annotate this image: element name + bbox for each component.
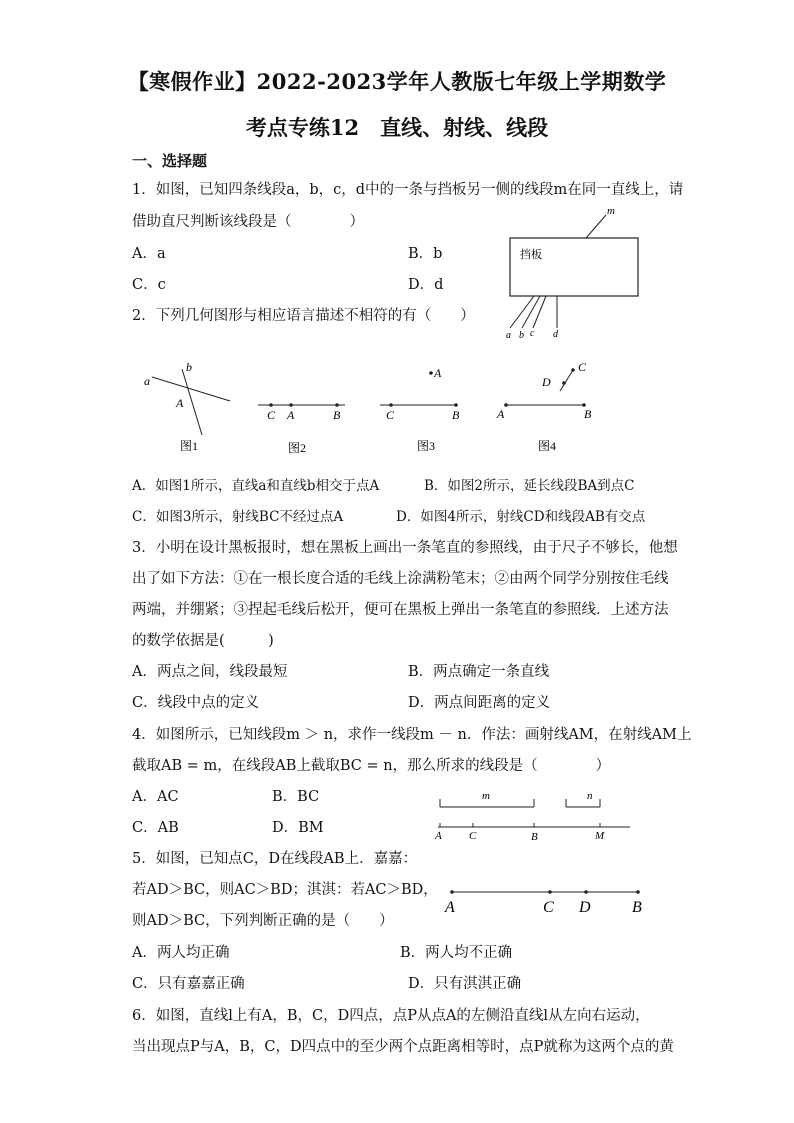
q2-figures <box>140 355 660 460</box>
q3-line2: 出了如下方法：①在一根长度合适的毛线上涂满粉笔末；②由两个同学分别按住毛线 <box>132 571 669 587</box>
label-m: m <box>607 205 615 217</box>
q1-figure-board <box>500 200 660 345</box>
label-n: n <box>587 790 593 802</box>
fig3-point-A <box>429 371 433 375</box>
fig2-label-A: A <box>287 408 295 422</box>
q4-option-b: B．BC <box>272 789 320 805</box>
q1-option-a: A．a <box>132 246 166 262</box>
q3-option-a: A．两点之间，线段最短 <box>132 664 288 680</box>
section-heading: 一、选择题 <box>132 152 208 170</box>
q4-line2: 截取AB = m，在线段AB上截取BC = n，那么所求的线段是（ ） <box>132 758 611 774</box>
label-B: B <box>632 899 642 916</box>
q1-option-d: D．d <box>408 277 444 293</box>
q5-option-a: A．两人均正确 <box>132 945 230 961</box>
q5-option-c: C．只有嘉嘉正确 <box>132 976 245 992</box>
segment-a <box>510 296 534 328</box>
fig4-point-D <box>562 381 566 385</box>
fig3-point-C <box>389 403 393 407</box>
label-c: c <box>530 328 535 339</box>
q1-stem-line1: 1．如图，已知四条线段a，b，c，d中的一条与挡板另一侧的线段m在同一直线上，请 <box>132 182 684 198</box>
label-a: a <box>506 330 511 341</box>
fig3-point-B <box>454 403 458 407</box>
q2-option-d: D．如图4所示，射线CD和线段AB有交点 <box>396 509 646 525</box>
q4-option-a: A．AC <box>132 789 179 805</box>
fig4-point-A <box>504 403 508 407</box>
q4-figure <box>430 785 640 845</box>
fig3-label-A: A <box>434 366 442 380</box>
fig4-label-A: A <box>497 407 505 421</box>
fig2-label-C: C <box>267 408 276 422</box>
board-rect <box>510 238 638 296</box>
q2-option-c: C．如图3所示，射线BC不经过点A <box>132 509 344 525</box>
point-B <box>636 890 640 894</box>
label-C: C <box>543 899 554 916</box>
q2-stem: 2．下列几何图形与相应语言描述不相符的有（ ） <box>132 308 475 324</box>
q2-option-b: B．如图2所示，延长线段BA到点C <box>424 478 635 494</box>
label-A: A <box>445 899 455 916</box>
fig4-label-B: B <box>584 407 592 421</box>
q4-option-c: C．AB <box>132 820 179 836</box>
label-D: D <box>579 899 591 916</box>
q3-option-d: D．两点间距离的定义 <box>408 695 551 711</box>
fig4-ray-CD <box>560 370 573 391</box>
q3-line1: 3．小明在设计黑板报时，想在黑板上画出一条笔直的参照线，由于尺子不够长，他想 <box>132 540 678 556</box>
board-label: 挡板 <box>520 248 542 261</box>
label-M: M <box>595 830 605 842</box>
fig3-caption: 图3 <box>417 439 436 453</box>
q5-line3: 则AD＞BC，下列判断正确的是（ ） <box>132 913 394 929</box>
fig1-label-a: a <box>144 374 150 388</box>
segment-m <box>586 215 606 238</box>
q1-option-c: C．c <box>132 277 166 293</box>
document-title: 【寒假作业】2022-2023学年人教版七年级上学期数学 <box>127 69 667 94</box>
q3-line3: 两端，并绷紧；③捏起毛线后松开，便可在黑板上弹出一条笔直的参照线．上述方法 <box>132 602 669 618</box>
fig2-caption: 图2 <box>288 441 307 455</box>
q6-line2: 当出现点P与A，B，C，D四点中的至少两个点距离相等时，点P就称为这两个点的黄 <box>132 1039 674 1055</box>
fig3-label-B: B <box>452 408 460 422</box>
q5-option-b: B．两人均不正确 <box>400 945 513 961</box>
segment-c <box>533 296 546 328</box>
q3-option-b: B．两点确定一条直线 <box>408 664 550 680</box>
label-C: C <box>469 830 477 842</box>
fig2-label-B: B <box>333 408 341 422</box>
point-C <box>548 890 552 894</box>
fig2-point-B <box>335 403 339 407</box>
q5-option-d: D．只有淇淇正确 <box>408 976 522 992</box>
q1-stem-line2: 借助直尺判断该线段是（ ） <box>132 214 364 230</box>
fig4-label-D: D <box>542 375 551 389</box>
q4-line1: 4．如图所示，已知线段m ＞ n，求作一线段m － n．作法：画射线AM，在射线AM上 <box>132 727 692 743</box>
q6-line1: 6．如图，直线l上有A，B，C，D四点，点P从点A的左侧沿直线l从左向右运动， <box>132 1008 650 1024</box>
fig1-label-b: b <box>186 360 192 374</box>
q5-line2: 若AD＞BC，则AC＞BD；淇淇：若AC＞BD， <box>132 882 438 898</box>
q3-line4: 的数学依据是( ) <box>132 633 274 649</box>
fig1-line-b <box>182 369 202 435</box>
point-D <box>584 890 588 894</box>
fig4-point-C <box>571 368 575 372</box>
q3-option-c: C．线段中点的定义 <box>132 695 260 711</box>
q5-line1: 5．如图，已知点C，D在线段AB上．嘉嘉： <box>132 851 418 867</box>
label-m: m <box>482 790 490 802</box>
label-d: d <box>553 329 558 340</box>
point-A <box>450 890 454 894</box>
fig4-label-C: C <box>578 360 587 374</box>
fig2-point-A <box>289 403 293 407</box>
label-A: A <box>435 830 442 842</box>
label-b: b <box>519 330 524 341</box>
label-B: B <box>531 831 538 843</box>
q2-option-a: A．如图1所示，直线a和直线b相交于点A <box>132 478 380 494</box>
fig4-caption: 图4 <box>538 439 557 453</box>
q5-figure <box>440 880 660 920</box>
q1-option-b: B．b <box>408 246 443 262</box>
q4-option-d: D．BM <box>272 820 324 836</box>
fig1-label-A: A <box>176 396 184 410</box>
document-subtitle: 考点专练12 直线、射线、线段 <box>245 115 549 140</box>
fig1-caption: 图1 <box>180 439 199 453</box>
fig2-point-C <box>269 403 273 407</box>
fig3-label-C: C <box>386 408 395 422</box>
